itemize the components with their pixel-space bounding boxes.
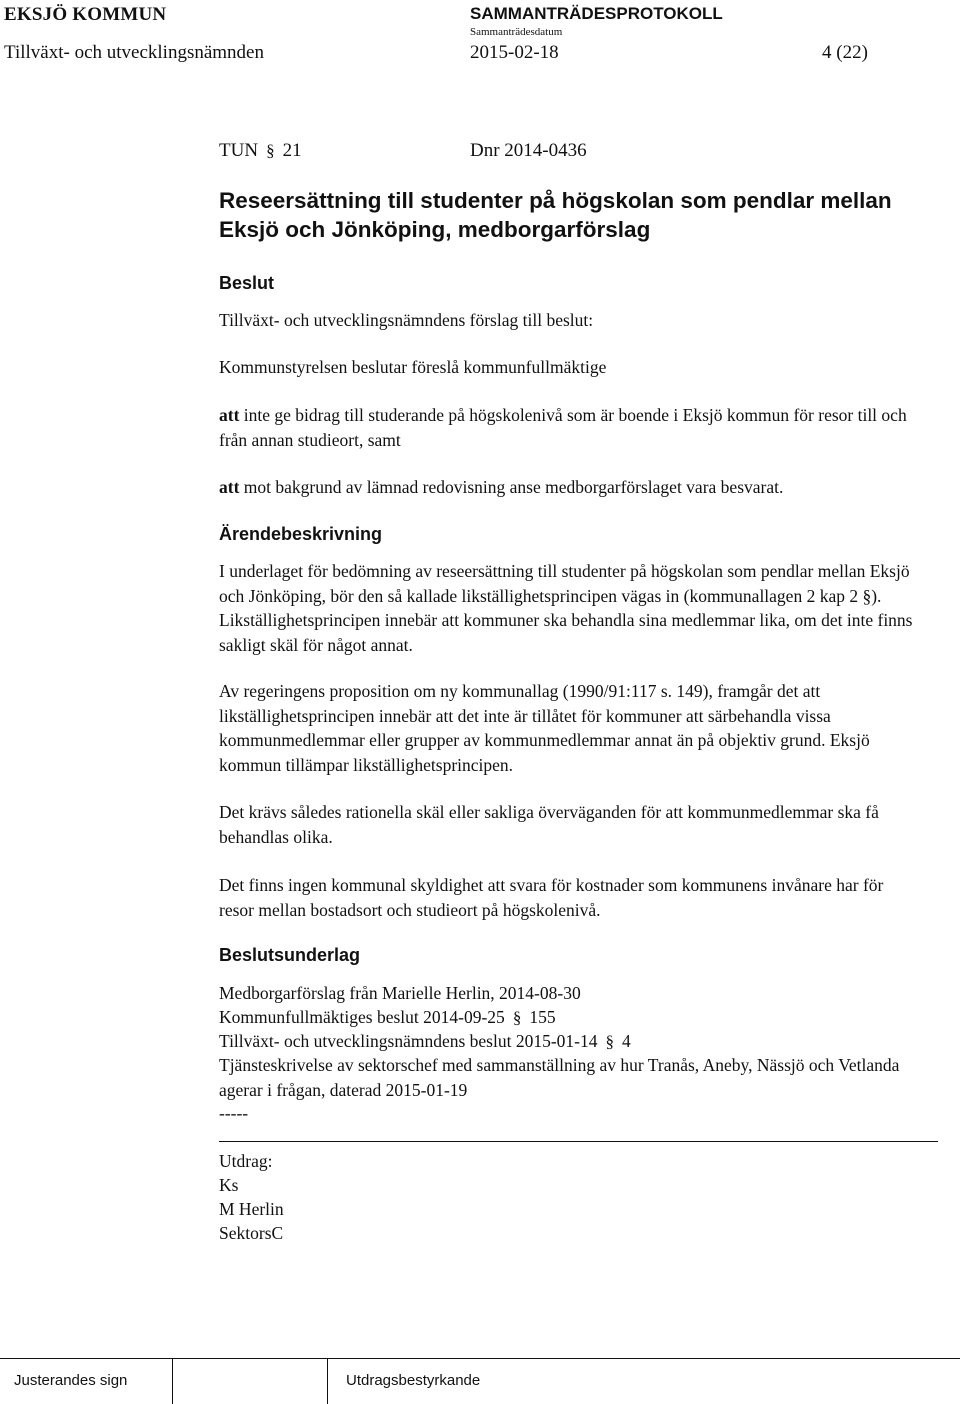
committee-name: Tillväxt- och utvecklingsnämnden	[4, 42, 264, 63]
case-section	[219, 140, 302, 162]
underlag-line-4: Tjänsteskrivelse av sektorschef med sammanställning av hur Tranås, Aneby, Nässjö och Vetlanda agerar i frågan, daterad 2015-01-19	[219, 1055, 900, 1100]
footer-sign-label: Justerandes sign	[14, 1372, 128, 1389]
underlag-line-2	[219, 1005, 919, 1031]
protocol-title: SAMMANTRÄDESPROTOKOLL	[470, 4, 723, 23]
meeting-date: 2015-02-18	[470, 42, 559, 63]
att-keyword: att	[219, 477, 240, 497]
meeting-date-label: Sammanträdesdatum	[470, 26, 563, 38]
beslut-heading: Beslut	[219, 273, 275, 293]
underlag-text: Tillväxt- och utvecklingsnämndens beslut 2015-01-14	[219, 1031, 598, 1051]
underlag-line-1: Medborgarförslag från Marielle Herlin, 2014-08-30	[219, 983, 581, 1003]
underlag-text: Kommunfullmäktiges beslut 2014-09-25	[219, 1007, 505, 1027]
beslut-att-1	[219, 403, 919, 452]
arendebeskrivning-heading: Ärendebeskrivning	[219, 524, 383, 544]
case-section-number: 21	[282, 140, 302, 161]
underlag-line-3	[219, 1029, 919, 1055]
footer-divider	[327, 1359, 328, 1404]
section-sign: §	[605, 1032, 614, 1051]
beslutsunderlag-heading: Beslutsunderlag	[219, 945, 361, 965]
utdrag-recipient: Ks	[219, 1175, 239, 1195]
utdrag-label: Utdrag:	[219, 1151, 273, 1171]
section-sign: §	[266, 141, 275, 160]
beslut-att-2	[219, 475, 919, 500]
footer-divider	[172, 1359, 173, 1404]
underlag-separator-text: -----	[219, 1103, 249, 1123]
organization-name: EKSJÖ KOMMUN	[4, 4, 167, 25]
att-keyword: att	[219, 405, 240, 425]
case-dnr: Dnr 2014-0436	[470, 140, 587, 161]
footer-certification-label: Utdragsbestyrkande	[346, 1372, 481, 1389]
utdrag-recipient: SektorsC	[219, 1223, 284, 1243]
utdrag-recipient: M Herlin	[219, 1199, 284, 1219]
case-committee-code: TUN	[219, 140, 259, 161]
page-number: 4 (22)	[822, 42, 868, 63]
beslut-proposal: Tillväxt- och utvecklingsnämndens förslag till beslut:	[219, 310, 594, 330]
arende-paragraph-3: Det krävs således rationella skäl eller sakliga överväganden för att kommunmedlemmar ska få behandlas olika.	[219, 802, 879, 847]
att-text: mot bakgrund av lämnad redovisning anse medborgarförslaget vara besvarat.	[239, 477, 784, 497]
section-divider	[219, 1141, 938, 1142]
arende-paragraph-4: Det finns ingen kommunal skyldighet att svara för kostnader som kommunens invånare har för resor mellan bostadsort och studieort på högskolenivå.	[219, 875, 884, 920]
underlag-section-number: 4	[621, 1031, 631, 1051]
footer-rule	[0, 1358, 960, 1359]
att-text: inte ge bidrag till studerande på högskolenivå som är boende i Eksjö kommun för resor till och från annan studieort, samt	[219, 405, 907, 450]
arende-paragraph-2: Av regeringens proposition om ny kommunallag (1990/91:117 s. 149), framgår det att likställighetsprincipen innebär att det inte är tillåtet för kommuner att särbehandla vissa kommunmedlemmar eller grupper av kommunmedlemmar annat än på objektiv grund. Eksjö kommun tillämpar likställighetsprincipen.	[219, 681, 870, 775]
section-sign: §	[512, 1008, 522, 1027]
document-title: Reseersättning till studenter på högskolan som pendlar mellan Eksjö och Jönköping, medborgarförslag	[219, 188, 892, 242]
underlag-section-number: 155	[529, 1007, 556, 1027]
arende-paragraph-1: I underlaget för bedömning av reseersättning till studenter på högskolan som pendlar mellan Eksjö och Jönköping, bör den så kallade likställighetsprincipen vägas in (kommunallagen 2 kap 2 §). Likställighetsprincipen innebär att kommuner ska behandla sina medlemmar lika, om det inte finns sakligt skäl för något annat.	[219, 561, 913, 655]
beslut-intro: Kommunstyrelsen beslutar föreslå kommunfullmäktige	[219, 357, 607, 377]
